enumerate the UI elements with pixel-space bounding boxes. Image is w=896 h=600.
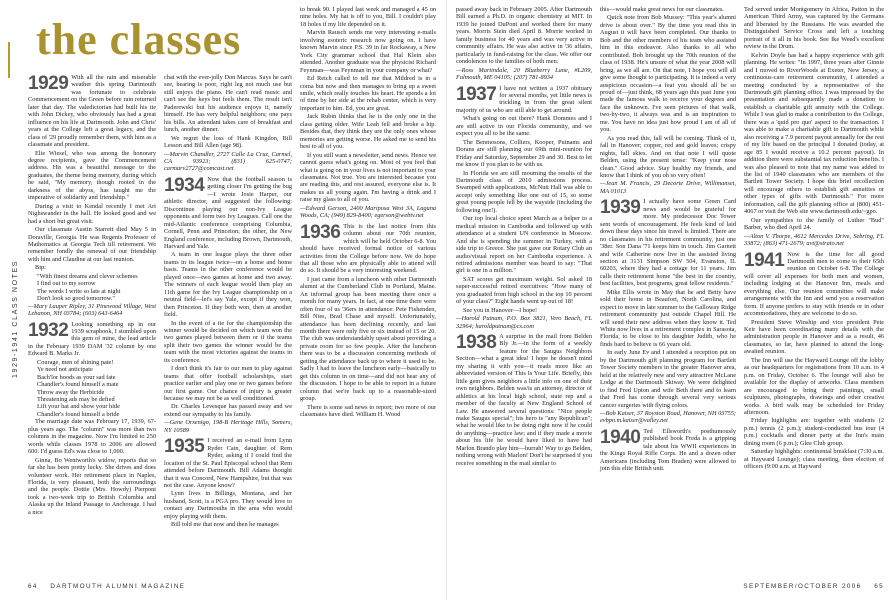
entry-signature: —Mary Lauper Ripley, 31 Pinewood Village, West Lebanon, NH 03784; (603) 643-6464: [28, 302, 156, 318]
column-3: [300, 6, 436, 576]
issue-date: SEPTEMBER/OCTOBER 2006: [743, 583, 862, 590]
class-year: 1932: [28, 319, 69, 341]
class-year: 1934: [164, 174, 205, 196]
class-year: 1935: [164, 436, 205, 458]
class-year: 1939: [600, 197, 641, 219]
class-entry-1936-cont: passed away back in February 2005. After Dartmouth Bill earned a Ph.D. in organic chemistry at MIT. In 1939 he joined DuPont and worked there for many years. Morris Stein died April 8. Morrie worked in family business for 40 years and was very active in community affairs. He was also active in '36 affairs, particularly in fund-raising for the class. We offer our condolences to the families of both men. —Ross Martindale, 20 Blueberry Lane, #L209, Falmouth, ME 04105; (207) 781-8934: [456, 6, 592, 82]
column-5: [600, 6, 736, 576]
footer-left: [28, 583, 185, 590]
entry-signature: —Jean M. Francis, 29 Decorte Drive, Willimanset, MA 01013: [600, 180, 736, 195]
entry-signature: —Bob Kaiser, 37 Royston Road, Hanover, NH 03755; evbpn.m.kaiser@valley.net: [600, 410, 736, 425]
class-entry-1935: 1935 I received an e-mail from Lynn Ryder Cain, daughter of Rem Ryder, asking if I could find the location of the St. Paul Episcopal school that Rem attended before Dartmouth. Bill Adams thought that it was Concord, New Hampshire, but that was not the case. Anyone know? Lynn lives in Billings, Montana, and her husband, Scott, is a PGA pro. They would love to contact any Dartmouths in the area who would enjoy playing with them. Bill told me that now and then he manages: [164, 436, 292, 529]
class-entry-1939: 1939 I actually have some Green Card news and would be grateful for more. My predecessor Doc Tower sent words of encouragement. He feels kind of laid down these days since his travel is limited. There are no classmates in his retirement community, just one '38er. Son Dana '71 keeps him in touch. Jim Garnett and wife Catherine now live in the assisted living section at 3131 Simpson SW 504, Evanston, IL 60203, where they had a cottage for 11 years. Jim calls their retirement home "the best in the country, best facilities, best programs, great fellow residents." Mike Ellis wrote in May that he and Betty have sold their home in Beaufort, North Carolina, and expect to move in late summer to the Galloway Ridge retirement community just outside Chapel Hill. He will send their new address when they know it. Ted White now lives in a retirement complex in Sarasota, Florida, to be close to his daughter Judith, who he finds hard to believe is 66 years old. In early June Ev and I attended a reception put on by the Dartmouth gift planning program for Bartlett Tower Society members in the greater Hanover area, held at the relatively new and very attractive McLane Lodge at the Dartmouth Skiway. We were delighted to find Fred Upton and wife Beth there and to learn that Fred has come through several very serious cancer surgeries with flying colors. —Bob Kaiser, 37 Royston Road, Hanover, NH 03755; evbpn.m.kaiser@valley.net: [600, 197, 736, 425]
entry-lead: This is the last notice from this column about our 70th reunion, which will be held October 6-8. You should have received formal notice of various activities from the College before now. We do hope that all those who are physically able to attend will do so. It should be a very interesting weekend.: [300, 222, 436, 275]
class-year: 1940: [600, 426, 641, 448]
page-number: 65: [874, 583, 884, 590]
class-entry-1932: 1932 Looking something up in our 1939 scrapbook, I stumbled upon this gem of mine, the lead article in the February 1939 DAM '32 column by one Edward B. Marks Jr. Courage, men of shining pate! Ye need not anticipate Bach'lor hoods as your sad fate Chandler's found himself a mate Throw away the Herbicide Threatening ads may be defied Lift your hat and show your hide Chandler's found himself a bride The marriage date was February 17, 1939, 67-plus years ago. The "column" was more than two columns in the magazine. Now I'm limited to 250 words while classes 1978 to 2006 are allowed 600. I'd guess Ed's was close to 1,000. Ginna, Bo Wentworth's widow, reports that so far she has been pretty lucky. She drives and does volunteer work. Her retirement place in Naples, Florida, is very pleasant, both the surroundings and the people. Dottie (Mrs. Howdy) Pierpont took a two-week trip to British Columbia and Alaska up the Inland Passage to Anchorage. I had a nice: [28, 319, 156, 516]
class-entry-1936: 1936 This is the last notice from this column about our 70th reunion, which will be held October 6-8. You should have received formal notice of various activities from the College before now. We do hope that all those who are physically able to attend will do so. It should be a very interesting weekend. I just came from a luncheon with other Dartmouth alumni at the Cumberland Club in Portland, Maine. An informal group has been meeting there once a month for many years. In fact, at one time there were often four of us '36ers in attendance: Pete Fishenden, Bill Nies, Brad Chase and myself. Unfortunately, attendance has been declining recently, and last month there were only five or six instead of 15 or 20. The club was understandably upset about providing a private room for so few people. After the luncheon there was to be a discussion concerning methods of getting the attendance back up to where it used to be. Sadly I had to leave the luncheon early—basically to get this column in on time—and did not hear any of the discussion. I hope to be able to report in a future column that we're back up to a reasonable-sized group. There is some sad news to report; two more of our classmates have died. William H. Wood: [300, 221, 436, 419]
class-entry-1940-cont: Ted served under Montgomery in Africa, Patton in the American Third Army, was captured by the Germans and liberated by the Russians. He was awarded the Distinguished Service Cross and left a touching portrait of it all in his book. See Ike Weed's excellent review in the Drum. Kelvin Doyle has had a happy experience with gift planning. He writes: "In 1997, three years after Ginnie and I moved to RiverWoods at Exeter, New Jersey, a continuous-care retirement community, I attended a meeting conducted by a representative of the Dartmouth gift planning office. I was impressed by the presentation and subsequently made a donation to establish a charitable gift annuity with the College. While I was glad to make a contribution to the College, there was a 'quid pro quo' aspect to the transaction. I was able to make a charitable gift to Dartmouth while also receiving a 7.9 percent payout annually for the rest of my life based on the principal I donated (today, at age 85 I would receive a 10.2 percent payout). In addition there were substantial tax reduction benefits. I was also pleased to note that my name was added to the list of 1940 classmates who are members of the Bartlett Tower Society. I hope this brief recollection will encourage others to establish gift annuities or other types of gifts with Dartmouth." For more information, call the gift planning office at (800) 451-4067 or visit the Web site www.dartmouth.edu/~gpo. Our sympathies to the family of Luther "Bud" Barber, who died April 24. —Alton V. Thorpe, 4612 Mercedes Drive, Sebring, FL 33872; (863) 471-2679; avt@strato.net: [744, 6, 884, 248]
section-banner: the classes: [36, 15, 242, 64]
class-year: 1936: [300, 221, 341, 243]
page-number: 64: [28, 583, 38, 590]
entry-lead: Ted Ellsworth's posthumously published book Freda is a gripping tale about his WWII experiences in the Kings Royal Rifle Corps. He and a dozen other Americans (including Tom Braden) were allowed to join this elite British unit.: [600, 427, 736, 473]
class-entry-1941: 1941 Now is the time for all good Dartmouth men to come to their 65th reunion on October 6-8. The College will cover all expenses for both men and women, including lodging at the Hanover Inn, meals and everything else. Our reunion committee will make arrangements with the Inn and send you a reservation form. If anyone prefers to stay with friends or in other accommodations, they are welcome to do so. President Steve Winship and vice president Pete Keir have been coordinating many details with the administration people in Hanover and as a result, 46 classmates, so far, have planned to attend the long-awaited reunion. The Inn will use the Hayward Lounge off the lobby as our headquarters for registrations from 10 a.m. to 4 p.m. on Friday, October 6. The lounge will also be available for the display of artworks. Class members are encouraged to bring their paintings, small sculptures, photographs, drawings and other creative works. A bird walk may be scheduled for Friday afternoon. Friday highlights are: together with students (2 p.m.) tennis (2 p.m.); student-conducted bus tour (4 p.m.) cocktails and dinner party at the Inn's main dining room (6 p.m.); Glee Club group. Saturday highlights: continental breakfast (7:30 a.m. at Hayward Lounge); class meeting, then election of officers (9:00 a.m. at Hayward: [744, 249, 884, 471]
class-year: 1937: [456, 83, 497, 105]
entry-lead: With all the rain and miserable weather this spring Dartmouth was fortunate to celebrate Commencement on the Green before rain returned later that day. The valedictorian had built his tie with John Dickey, who obviously has had a great influence on his life at Dartmouth. John and Chris' years at the College left a great legacy, and the class of '29 proudly remember them, with him as a classmate and president.: [28, 74, 156, 149]
column-4: [456, 6, 592, 576]
entry-signature: —Harold Putnam, P.O. Box 3821, Vero Beach, FL 32964; haroldputnam@cs.com: [456, 315, 592, 330]
entry-lead: I have not written a 1937 obituary for several months, yet little news is trickling in from the great silent majority of us who are still able to get around.: [456, 84, 592, 114]
entry-signature: —Alton V. Thorpe, 4612 Mercedes Drive, Sebring, FL 33872; (863) 471-2679; avt@strato.net: [744, 232, 884, 248]
class-entry-1932-cont: chat with the ever-jolly Don Marcus. Says he can't see, hearing is poor, right leg not much use but still enjoys the piano. He can't read music and can't see the keys but feels them. The result isn't Paderewski but his audience enjoys it, namely himself. He has very helpful neighbors; one pays his bills. An attendant takes care of breakfast and lunch, another dinner. We regret the loss of Hank Kingdon, Bill Lesson and Bill Allen (age 98). —Marvin Chandler, 2727 Calle La Cruz, Carmel, CA 93923; (831) 625-0747; carmarv2727@comcast.net: [164, 74, 292, 173]
side-section-label: 1929-1941 CLASS NOTES: [12, 259, 19, 378]
column-6: [744, 6, 884, 576]
column-1: [28, 74, 156, 574]
entry-lead: Now is the time for all good Dartmouth men to come to their 65th reunion on October 6-8. The College will cover all expenses for both men and women, including lodging at the Hanover Inn, meals and everything else. Our reunion committee will make arrangements with the Inn and send you a reservation form. If anyone prefers to stay with friends or in other accommodations, they are welcome to do so.: [744, 250, 884, 318]
class-entry-1929: 1929 With all the rain and miserable weather this spring Dartmouth was fortunate to celebrate Commencement on the Green before rain returned later that day. The valedictorian had built his tie with John Dickey, who obviously has had a great influence on his life at Dartmouth. John and Chris' years at the College left a great legacy, and the class of '29 proudly remember them, with him as a classmate and president. Elie Wiesel, who was among the honorary degree recipients, gave the Commencement address. His was a beautiful message to the graduates, the theme being memory, during which he said, "My memory, though rooted in the darkness of the abyss, has taught me the imperative of solidarity and friendship." During a visit to Kendal recently I met Art Nighswander in the hall. He looked good and we had a short but great visit. Our classmate Austin Starrett died May 5 in Doraville, Georgia. He was Regents Professor of Mathematics at Georgia Tech till retirement. We remember fondly the renewal of our friendship with him and Claudine at our last reunion. Bip: "With finest dreams and clever schemes I find out to my sorrow The words I write so late at night Don't look so good tomorrow." —Mary Lauper Ripley, 31 Pinewood Village, West Lebanon, NH 03784; (603) 643-6464: [28, 73, 156, 318]
class-entry-1940: [600, 428, 736, 473]
class-year: 1929: [28, 73, 69, 94]
entry-signature: —Marvin Chandler, 2727 Calle La Cruz, Carmel, CA 93923; (831) 625-0747; carmarv2727@comcast.net: [164, 150, 292, 173]
entry-signature: —Ross Martindale, 20 Blueberry Lane, #L209, Falmouth, ME 04105; (207) 781-8934: [456, 66, 592, 82]
class-entry-1934: 1934 Now that the football season is getting closer I'm getting the bug—I wrote Josie Harper, our athletic director, and suggested the following: Discontinue playing our non-Ivy League opponents and form two Ivy Leagues. Call one the mid-Atlantic conference comprising Columbia, Cornell, Penn and Princeton; the other, the New England conference, including Brown, Dartmouth, Harvard and Yale. A team in one league plays the three other teams in its league twice—on a home and home basis. Teams in the other conference would be played once—two games at home and two away. The winners of each league would then play an 11th game for the Ivy League championship on a neutral field—let's say Yale, except if they won, then Princeton. If they both won, then at another field. In the event of a tie for the championship the winner would be decided on which team won the two games played between them or if the teams split their two games the winner would be the team with the most victories against the teams in its conference. I don't think it's fair to our men to play against teams that offer football scholarships, start practice earlier and play one or two games before our first game. Our chance of injury is greater because we may not be as well conditioned. Dr. Charles Levesque has passed away and we extend our sympathy to his family. —Gene Orsenigo, 198-B Heritage Hills, Somers, NY 10589: [164, 174, 292, 434]
entry-signature: —Edward Gerson, 2400 Mariposa West 3A, Laguna Woods, CA; (949) 829-8400; egerson@webtv.net: [300, 204, 436, 220]
column-2: [164, 74, 292, 574]
entry-lead: I actually have some Green Card news and would be grateful for more. My predecessor Doc Tower sent words of encouragement. He feels kind of laid down these days since his travel is limited. There are no classmates in his retirement community, just one '38er. Son Dana '71 keeps him in touch. Jim Garnett and wife Catherine now live in the assisted living section at 3131 Simpson SW 504, Evanston, IL 60203, where they had a cottage for 11 years. Jim calls their retirement home "the best in the country, best facilities, best programs, great fellow residents.": [600, 198, 736, 288]
right-page: [448, 0, 896, 600]
entry-signature: —Gene Orsenigo, 198-B Heritage Hills, Somers, NY 10589: [164, 419, 292, 434]
class-year: 1941: [744, 249, 785, 271]
footer-right: [743, 583, 884, 590]
class-entry-1938: [456, 333, 592, 467]
entry-lead: I received an e-mail from Lynn Ryder Cain, daughter of Rem Ryder, asking if I could find the location of the St. Paul Episcopal school that Rem attended before Dartmouth. Bill Adams thought that it was Concord, New Hampshire, but that was not the case. Anyone know?: [164, 437, 292, 490]
class-entry-1937: 1937 I have not written a 1937 obituary for several months, yet little news is trickling in from the great silent majority of us who are still able to get around. What's going on out there? Hank Dommes and I are still active in our Florida community, and we expect you all to be the same. The Benmosons, Colliers, Kooper, Putnams and Dorans are still planning our 69th mini-reunion for Friday and Saturday, September 29 and 30. Best to let me know if you plan to be with us. In Florida we are still mourning the results of the Dartmouth class of 2010 admissions process. Swamped with applications, McNutt Hall was able to accept only something like one out of 15, so some great young people fell by the wayside (including the following one!). Our top local choice spent March as a helper to a medical mission in Cambodia and followed up with attendance at a student UN conference in Moscow. And she is spending the summer in Turkey, with a side trip to Greece. She just gave our Rotary Club an audio/visual report on her Cambodia experience. A retired admissions member was heard to say: "That girl is one in a million." SAT scores get maximum weight. Sol asked 18 super-successful retired executives: "How many of you graduated from high school in the top 10 percent of your class?" Eight hands went up out of 18! See you in Hanover—I hope! —Harold Putnam, P.O. Box 3821, Vero Beach, FL 32964; haroldputnam@cs.com: [456, 83, 592, 330]
entry-lead: A surprise in the mail from Belden Bly Jr.—in the form of a weekly feature for the Saugus Neighbors Section—what a great idea! I hope he doesn't mind my sharing it with you—it reads more like an abbreviated version of This Is Your Life. Briefly, this little gem gives neighbors a little info on one of their own neighbors. Belden was/is an attorney, director of athletics at his local high school, state rep and a member of the faculty at New England School of Law. He answered several questions: "Nice people make Saugus special"; his hero is "any Republican"; what he would like to be doing right now if he could do anything—practice law; and if they made a movie about his life he would have liked to have had Marlon Brando play him—hurrah! Way to go Belden, nothing wrong with Marlon! Don't be surprised if you receive something in the mail similar to: [456, 333, 592, 467]
entry-lead: Now that the football season is getting closer I'm getting the bug—I wrote Josie Harper, our athletic director, and suggested the following: Discontinue playing our non-Ivy League opponents and form two Ivy Leagues. Call one the mid-Atlantic conference comprising Columbia, Cornell, Penn and Princeton; the other, the New England conference, including Brown, Dartmouth, Harvard and Yale.: [164, 175, 292, 250]
class-entry-1935-cont: to break 90. I played last week and managed a 45 on nine holes. My hat is off to you, Bill. I couldn't play 18 holes if my life depended on it. Marvin Rausch sends me very interesting e-mails involving esoteric research now going on. I have known Marvin since P.S. 39 in far Rockaway, a New York City grammar school that Hal Klein also attended. Another graduate was the physicist Richard Feynman—was Feynman in your company or what? Ed Reich called to tell me that Mildred is in a coma but now and then manages to bring up a sweet smile, which really touches his heart. He spends a lot of time by her side at the rehab center, which is very important to him. Ed, you are great. Jack Rubin thinks that he is the only one in the class getting older. Wife Leah fell and broke a hip. Besides that, they think they are the only ones whose memories are getting worse. He asked me to send his best to all of you. If you still want a newsletter, send news. Hence we cannot guess what's going on. Most of you feel that what is going on in your lives is not important to your classmates. Not true. You are interested because you are reading this, and rest assured, everyone else is. It makes us all young again. I'm having a drink and I raise my glass to all of you. —Edward Gerson, 2400 Mariposa West 3A, Laguna Woods, CA; (949) 829-8400; egerson@webtv.net: [300, 6, 436, 220]
class-entry-1938-cont: this—would make great news for our classmates. Quick note from Bob Mussey: "This year's alumni drive is about over." By the time you read this in August it will have been completed. Our thanks to Bob and the other members of his team who assisted him in this endeavor. Also thanks to all who contributed. Bob brought up the 70th reunion of the class of 1938. He's unsure of what the year 2008 will bring, as we all are. On that note, I hope you will all give some thought to participating. It is indeed a very auspicious occasion—a feat you should all be so proud of—just think, 68 years ago this past June you made the famous walk to receive your degrees and face the unknown. I've seen pictures of that walk, two-by-two, it always was and is an inspiration to me. You have no idea just how proud I am of all of you. As you read this, fall will be coming. Think of it, fall in Hanover; copper, red and gold leaves; crispy nights, fall skies. And on that note I will quote Belden, using the present tense: "Keep your nose clean." Good advice. Stay healthy my friends, and know that I think of you oh so very often! —Jean M. Francis, 29 Decorte Drive, Willimanset, MA 01013: [600, 6, 736, 195]
class-year: 1938: [456, 332, 497, 354]
publication-name: DARTMOUTH ALUMNI MAGAZINE: [50, 583, 186, 590]
entry-lead: Looking something up in our 1939 scrapbook, I stumbled upon this gem of mine, the lead article in the February 1939 DAM '32 column by one Edward B. Marks Jr.: [28, 320, 156, 358]
